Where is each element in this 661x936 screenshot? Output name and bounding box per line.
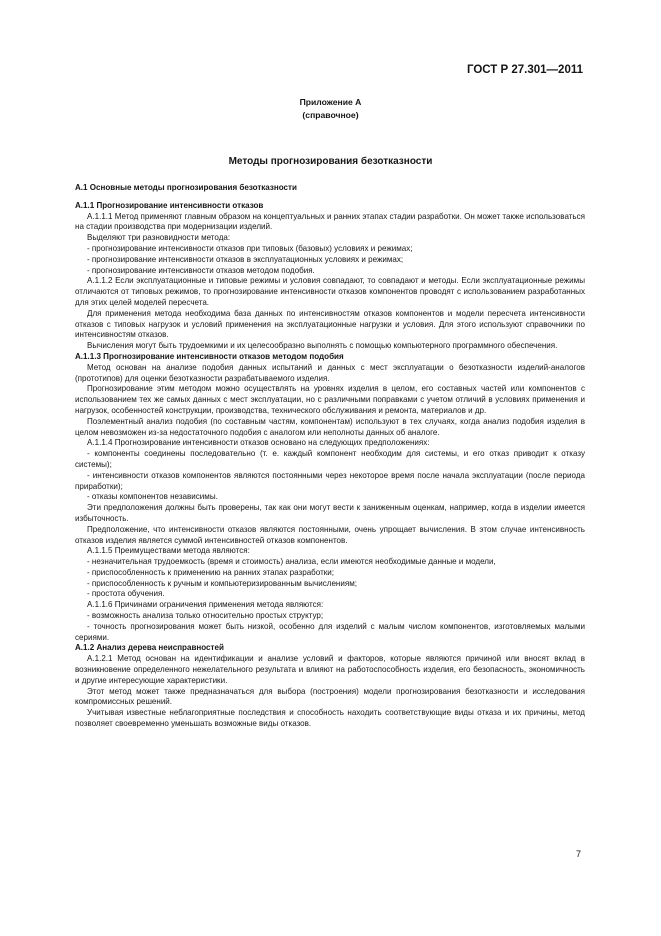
appendix-subtitle: (справочное) (302, 110, 359, 120)
paragraph: Учитывая известные неблагоприятные последствия и способность находить соответствующие виды отказа и их причины, метод позволяет своевременно уменьшать возможные виды отказов. (75, 708, 585, 729)
section-heading-a113: А.1.1.3 Прогнозирование интенсивности отказов методом подобия (75, 351, 344, 361)
section-heading-a12: А.1.2 Анализ дерева неисправностей (75, 643, 224, 653)
list-item: - точность прогнозирования может быть низкой, особенно для изделий с малым числом компонентов, изготовляемых малыми сериями. (75, 621, 585, 642)
paragraph: А.1.2.1 Метод основан на идентификации и анализе условий и факторов, которые являются причиной или вносят вклад в возникновение определенного нежелательного результата и влияют на работоспособность изделия, его безопасность, экономичность и другие интересующие характеристики. (75, 654, 585, 685)
list-item: - компоненты соединены последовательно (т. е. каждый компонент необходим для системы, и его отказ приводит к отказу системы); (75, 449, 585, 469)
paragraph: Выделяют три разновидности метода: (87, 233, 231, 243)
appendix-title: Приложение А (299, 97, 362, 107)
list-item: - прогнозирование интенсивности отказов в эксплуатационных условиях и режимах; (87, 254, 404, 264)
section-heading-a11: А.1.1 Прогнозирование интенсивности отказов (75, 200, 264, 210)
list-item: - приспособленность к применению на ранних этапах разработки; (87, 567, 335, 577)
paragraph: А.1.1.1 Метод применяют главным образом на концептуальных и ранних этапах стадии разработки. Он может также использоваться на стадии производства при модернизации изделий. (75, 211, 585, 232)
paragraph: А.1.1.4 Прогнозирование интенсивности отказов основано на следующих предположениях: (87, 438, 430, 448)
list-item: - простота обучения. (87, 589, 165, 599)
paragraph: Поэлементный анализ подобия (по составным частям, компонентам) используют в тех случаях, когда анализ подобия изделия в целом невозможен из-за недостаточного подобия с аналогом или неполноты данных об аналоге. (75, 416, 585, 437)
paragraph: Этот метод может также предназначаться для выбора (построения) модели прогнозирования безотказности и исследования компромиссных решений. (75, 686, 585, 707)
list-item: - незначительная трудоемкость (время и стоимость) анализа, если имеются необходимые данные и модели, (87, 557, 496, 567)
paragraph: А.1.1.2 Если эксплуатационные и типовые режимы и условия совпадают, то совпадают и методы. Если эксплуатационные режимы отличаются от типовых режимов, то прогнозирование интенсивности отказов компонентов проводят с использованием разработанных для этих целей моделей пересчета. (75, 276, 585, 307)
list-item: - приспособленность к ручным и компьютеризированным вычислениям; (87, 578, 357, 588)
paragraph: А.1.1.5 Преимуществами метода являются: (87, 546, 250, 556)
section-heading-a1: А.1 Основные методы прогнозирования безотказности (75, 183, 297, 192)
document-code: ГОСТ Р 27.301—2011 (466, 64, 583, 76)
paragraph: Эти предположения должны быть проверены, так как они могут вести к заниженным оценкам, например, когда в изделии имеется избыточность. (75, 503, 585, 523)
paragraph: Для применения метода необходима база данных по интенсивностям отказов компонентов и модели пересчета интенсивности отказов с типовых нагрузок и условий применения на эксплуатационные нагрузки и условия. Для этого используют справочники по интенсивностям отказов. (75, 308, 585, 340)
list-item: - прогнозирование интенсивности отказов методом подобия. (87, 265, 315, 275)
list-item: - возможность анализа только относительно простых структур; (87, 611, 324, 621)
paragraph: Предположение, что интенсивности отказов являются постоянными, очень упрощает вычисления. В этом случае интенсивность отказов изделия является суммой интенсивностей отказов компонентов. (75, 524, 585, 545)
paragraph: Метод основан на анализе подобия данных испытаний и данных с мест эксплуатации о безотказности изделий-аналогов (прототипов) для оценки безотказности разрабатываемого изделия. (75, 362, 585, 383)
list-item: - интенсивности отказов компонентов являются постоянными через некоторое время после начала эксплуатации (после периода приработки); (75, 470, 585, 491)
appendix-heading (0, 96, 661, 122)
page-number: 7 (575, 849, 581, 859)
paragraph: А.1.1.6 Причинами ограничения применения метода являются: (87, 600, 324, 610)
page-title: Методы прогнозирования безотказности (228, 156, 433, 167)
list-item: - прогнозирование интенсивности отказов при типовых (базовых) условиях и режимах; (87, 243, 413, 253)
paragraph: Прогнозирование этим методом можно осуществлять на уровнях изделия в целом, его составных частей или компонентов с использованием тех же самых данных с мест эксплуатации, но с различными поправками с учетом отличий в условиях применения и нагрузок, особенностей конструкции, производства, технического обслуживания и ремонта, материалов и др. (75, 384, 585, 415)
paragraph: Вычисления могут быть трудоемкими и их целесообразно выполнять с помощью компьютерного программного обеспечения. (87, 341, 558, 351)
document-body (75, 183, 585, 730)
list-item: - отказы компонентов независимы. (87, 492, 218, 502)
